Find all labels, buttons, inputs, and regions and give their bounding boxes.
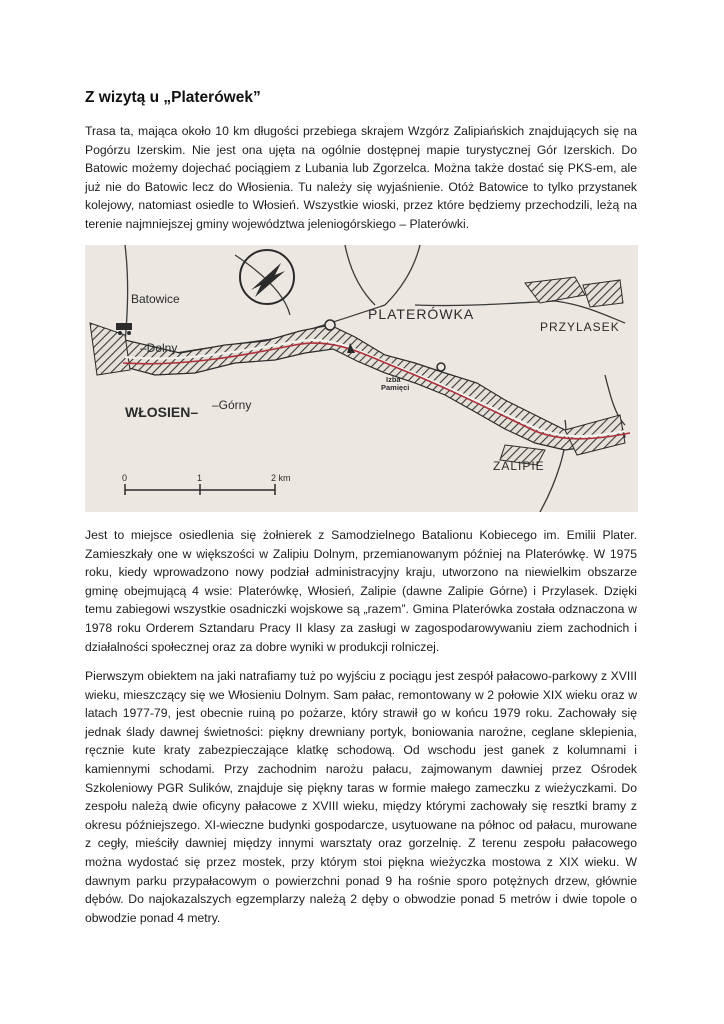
label-izba-1: Izba	[386, 375, 401, 384]
label-batowice: Batowice	[131, 292, 180, 306]
label-dolny: –Dolny	[140, 341, 178, 355]
scale-label-2: 2 km	[271, 473, 291, 483]
label-zalipie: ZALIPIE	[493, 459, 545, 473]
scale-label-1: 1	[197, 473, 203, 483]
label-wlosien: WŁOSIEN–	[125, 404, 199, 420]
scale-label-0: 0	[122, 473, 128, 483]
label-przylasek: PRZYLASEK	[540, 320, 620, 334]
paragraph-palace: Pierwszym obiektem na jaki natrafiamy tuż po wyjściu z pociągu jest zespół pałacowo-parkowy z XVIII wieku, mieszczący się we Włosieniu Dolnym. Sam pałac, remontowany w 2 połowie XIX wieku oraz w latach 1977-79, jest obecnie ruiną po pożarze, który strawił go w końcu 1979 roku. Zachowały się jednak ślady dawnej świetności: piękny drewniany portyk, boniowania narożne, ceglane sklepienia, ręcznie kute kraty zabezpieczające klatkę schodową. Od wschodu jest ganek z kolumnami i kamiennymi schodami. Przy zachodnim narożu pałacu, zajmowanym dawniej przez Ośrodek Szkoleniowy PGR Sulików, znajduje się piękny taras w formie małego zameczku z wieżyczkami. Do zespołu należą dwie oficyny pałacowe z XVIII wieku, między którymi zachowały się resztki bramy z okresu późniejszego. XI-wieczne budynki gospodarcze, usytuowane na północ od pałacu, murowane z cegły, mieściły dawniej między innymi warsztaty oraz gorzelnię. Z terenu zespołu pałacowego można wydostać się przez mostek, przy którym stoi piękna wieżyczka mostowa z XIX wieku. W dawnym parku przypałacowym o powierzchni ponad 9 ha rośnie sporo potężnych drzew, głównie dębów. Do najokazalszych egzemplarzy należą 2 dęby o obwodzie ponad 5 metrów i dwie topole o obwodzie ponad 4 metry.	[85, 669, 637, 925]
route-map	[85, 245, 638, 512]
label-gorny: –Górny	[212, 398, 252, 412]
label-platerowka: PLATERÓWKA	[368, 306, 475, 322]
label-izba-2: Pamięci	[381, 383, 410, 392]
page-title: Z wizytą u „Platerówek”	[85, 89, 261, 106]
settlement-ne	[583, 280, 623, 307]
paragraph-intro: Trasa ta, mająca około 10 km długości przebiega skrajem Wzgórz Zalipiańskich znajdujących się na Pogórzu Izerskim. Nie jest ona ujęta na ogólnie dostępnej mapie turystycznej Gór Izerskich. Do Batowic możemy dojechać pociągiem z Lubania lub Zgorzelca. Można także dostać się PKS-em, ale już nie do Batowic lecz do Włosienia. Tu należy się wyjaśnienie. Otóż Batowice to tylko przystanek kolejowy, natomiast osiedle to Włosień. Wszystkie wioski, przez które będziemy przechodzili, leżą na terenie najmniejszej gminy województwa jeleniogórskiego – Platerówki.	[85, 124, 637, 231]
paragraph-history: Jest to miejsce osiedlenia się żołnierek z Samodzielnego Batalionu Kobiecego im. Emilii Plater. Zamieszkały one w większości w Zalipiu Dolnym, przemianowanym później na Platerówkę. W 1975 roku, kiedy wprowadzono nowy podział administracyjny kraju, utworzono na niewielkim obszarze gminę obejmującą 4 wsie: Platerówkę, Włosień, Zalipie (dawne Zalipie Górne) i Przylasek. Dzięki temu zabiegowi wszystkie osadniczki wojskowe są „razem”. Gmina Platerówka została odznaczona w 1978 roku Orderem Sztandaru Pracy II klasy za zasługi w zagospodarowywaniu ziem zachodnich i działalności społecznej oraz za dobre wyniki w produkcji rolniczej.	[85, 528, 637, 654]
